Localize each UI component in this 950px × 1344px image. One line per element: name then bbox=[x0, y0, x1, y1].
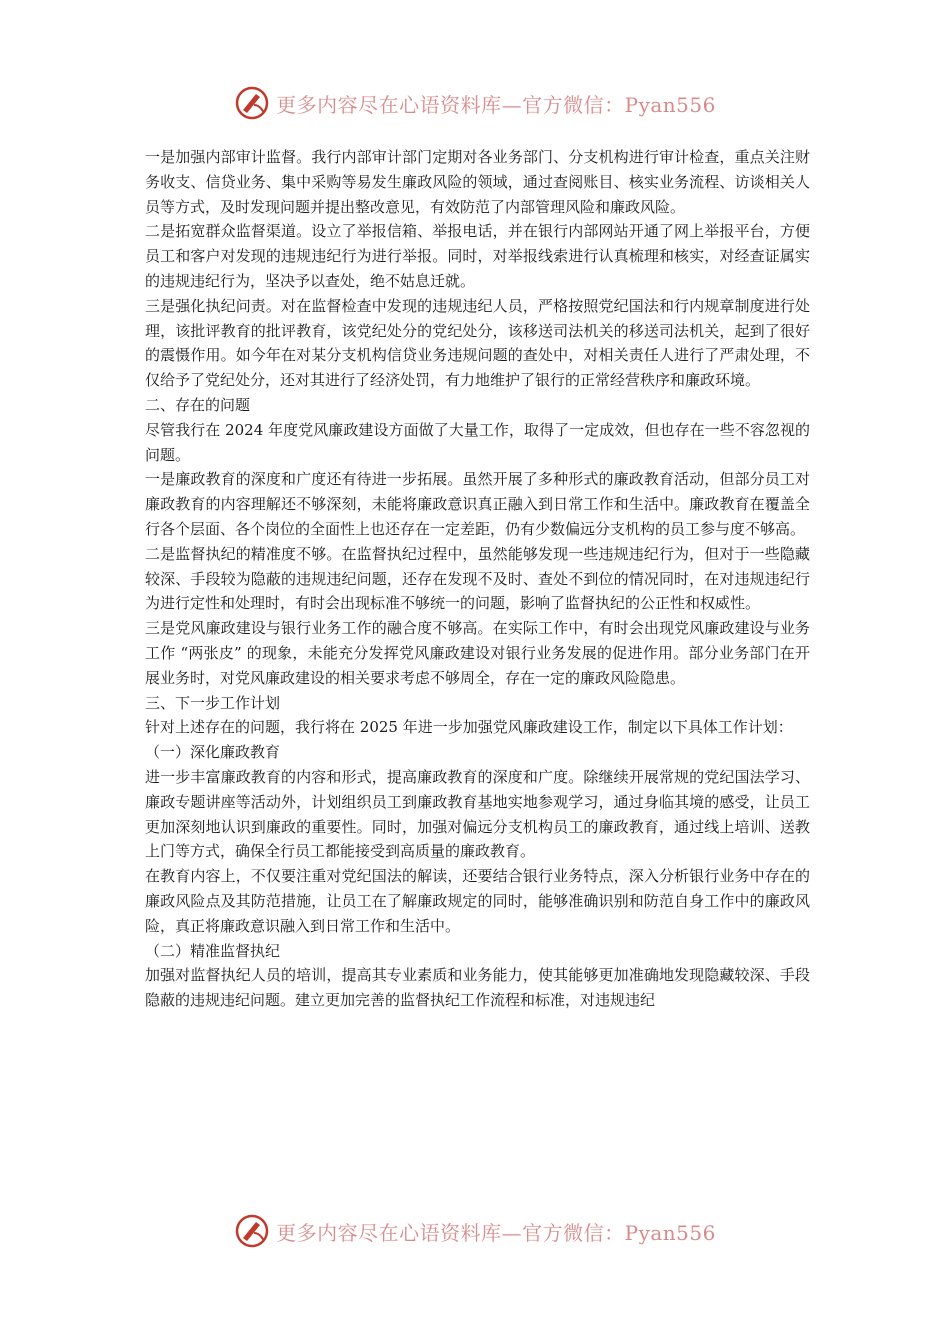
paragraph: 在教育内容上，不仅要注重对党纪国法的解读，还要结合银行业务特点，深入分析银行业务中存在的廉政风险点及其防范措施，让员工在了解廉政规定的同时，能够准确识别和防范自身工作中的廉政风险，真正将廉政意识融入到日常工作和生活中。 bbox=[145, 867, 810, 935]
paragraph: 进一步丰富廉政教育的内容和形式，提高廉政教育的深度和广度。除继续开展常规的党纪国法学习、廉政专题讲座等活动外，计划组织员工到廉政教育基地实地参观学习，通过身临其境的感受，让员工更加深刻地认识到廉政的重要性。同时，加强对偏远分支机构员工的廉政教育，通过线上培训、送教上门等方式，确保全行员工都能接受到高质量的廉政教育。 bbox=[145, 767, 810, 861]
paragraph: 二是拓宽群众监督渠道。设立了举报信箱、举报电话，并在银行内部网站开通了网上举报平台，方便员工和客户对发现的违规违纪行为进行举报。同时，对举报线索进行认真梳理和核实，对经查证属实的违规违纪行为，坚决予以查处，绝不姑息迁就。 bbox=[145, 222, 810, 290]
subsection-heading: （一）深化廉政教育 bbox=[145, 743, 281, 762]
paragraph: 加强对监督执纪人员的培训，提高其专业素质和业务能力，使其能够更加准确地发现隐藏较深、手段隐蔽的违规违纪问题。建立更加完善的监督执纪工作流程和标准，对违规违纪 bbox=[145, 966, 810, 1010]
document-body bbox=[145, 145, 810, 1013]
header-banner bbox=[0, 83, 950, 123]
subsection-heading: （二）精准监督执纪 bbox=[145, 941, 281, 960]
paragraph: 尽管我行在 2024 年度党风廉政建设方面做了大量工作，取得了一定成效，但也存在一些不容忽视的问题。 bbox=[145, 420, 810, 464]
brand-logo-icon bbox=[234, 1213, 270, 1249]
paragraph: 针对上述存在的问题，我行将在 2025 年进一步加强党风廉政建设工作，制定以下具体工作计划： bbox=[145, 718, 793, 737]
paragraph: 二是监督执纪的精准度不够。在监督执纪过程中，虽然能够发现一些违规违纪行为，但对于一些隐藏较深、手段较为隐蔽的违规违纪问题，还存在发现不及时、查处不到位的情况同时，在对违规违纪行为进行定性和处理时，有时会出现标准不够统一的问题，影响了监督执纪的公正性和权威性。 bbox=[145, 544, 810, 613]
footer-banner-inner bbox=[234, 1213, 716, 1249]
paragraph: 一是加强内部审计监督。我行内部审计部门定期对各业务部门、分支机构进行审计检查，重点关注财务收支、信贷业务、集中采购等易发生廉政风险的领域，通过查阅账目、核实业务流程、访谈相关人员等方式，及时发现问题并提出整改意见，有效防范了内部管理风险和廉政风险。 bbox=[145, 148, 810, 216]
paragraph: 三是强化执纪问责。对在监督检查中发现的违规违纪人员，严格按照党纪国法和行内规章制度进行处理，该批评教育的批评教育，该党纪处分的党纪处分，该移送司法机关的移送司法机关，起到了很好的震慑作用。如今年在对某分支机构信贷业务违规问题的查处中，对相关责任人进行了严肃处理，不仅给予了党纪处分，还对其进行了经济处罚，有力地维护了银行的正常经营秩序和廉政环境。 bbox=[145, 296, 810, 390]
header-banner-inner bbox=[234, 85, 716, 121]
brand-logo-icon bbox=[234, 85, 270, 121]
section-heading: 三、下一步工作计划 bbox=[145, 693, 281, 712]
paragraph: 一是廉政教育的深度和广度还有待进一步拓展。虽然开展了多种形式的廉政教育活动，但部分员工对廉政教育的内容理解还不够深刻，未能将廉政意识真正融入到日常工作和生活中。廉政教育在覆盖全行各个层面、各个岗位的全面性上也还存在一定差距，仍有少数偏远分支机构的员工参与度不够高。 bbox=[145, 470, 810, 538]
footer-banner-text: 更多内容尽在心语资料库—官方微信：Pyan556 bbox=[276, 1220, 716, 1245]
header-banner-text: 更多内容尽在心语资料库—官方微信：Pyan556 bbox=[276, 92, 716, 117]
paragraph: 三是党风廉政建设与银行业务工作的融合度不够高。在实际工作中，有时会出现党风廉政建设与业务工作 “两张皮” 的现象，未能充分发挥党风廉政建设对银行业务发展的促进作用。部分业务部门在开展业务时，对党风廉政建设的相关要求考虑不够周全，存在一定的廉政风险隐患。 bbox=[145, 619, 810, 687]
footer-banner bbox=[0, 1211, 950, 1251]
section-heading: 二、存在的问题 bbox=[145, 395, 251, 414]
